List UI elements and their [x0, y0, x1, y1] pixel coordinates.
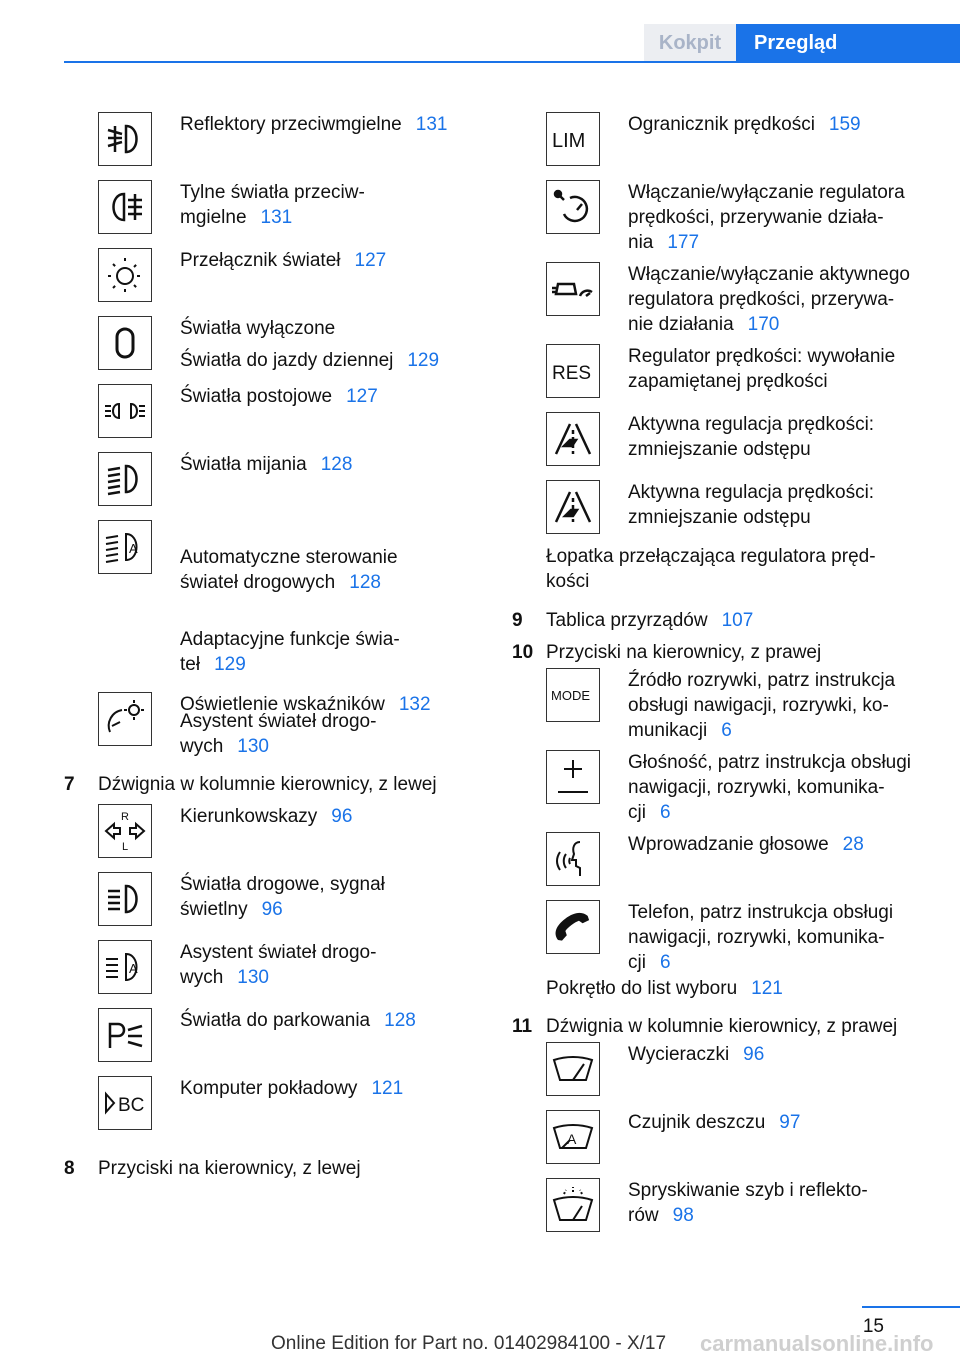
svg-text:R: R [121, 811, 129, 823]
header-rule [64, 61, 960, 63]
high-beam-icon [98, 872, 152, 926]
knob-text: Pokrętło do list wyboru 121 [546, 978, 783, 999]
turn-signal-icon [98, 804, 152, 858]
list-item: Światła wyłączone Światła do jazdy dziennej 129 [98, 310, 454, 378]
svg-text:MODE: MODE [551, 688, 590, 703]
list-item: Włączanie/wyłączanie regulatora prędkości, przerywanie działa- nia 177 [546, 174, 932, 256]
page-ref-link[interactable]: 128 [384, 1010, 416, 1031]
zero-icon [98, 316, 152, 370]
list-item: Światła do parkowania 128 [98, 1002, 454, 1070]
right-column [512, 106, 932, 1240]
list-item: Światła mijania 128 [98, 446, 454, 514]
list-item: Aktywna regulacja prędkości: zmniejszanie odstępu [546, 474, 932, 542]
fog-light-icon [98, 112, 152, 166]
list-item: R L Kierunkowskazy 96 [98, 798, 454, 866]
page-ref-link[interactable]: 6 [721, 720, 732, 741]
low-beam-icon [98, 452, 152, 506]
list-item: Spryskiwanie szyb i reflekto- rów 98 [546, 1172, 932, 1240]
washer-icon [546, 1178, 600, 1232]
section-8-heading: 8 Przyciski na kierownicy, z lewej [64, 1158, 361, 1179]
tab-kokpit[interactable]: Kokpit [644, 24, 736, 62]
list-item: A Automatyczne sterowanie świateł drogowych 128 Adaptacyjne funkcje świa- teł 129 Asystent świateł drogo- wych 130 [98, 514, 454, 686]
list-item: Wprowadzanie głosowe 28 [546, 826, 932, 894]
page-ref-link[interactable]: 129 [214, 654, 246, 675]
acc-icon [546, 262, 600, 316]
parking-lights-icon [98, 384, 152, 438]
page-number: 15 [862, 1316, 884, 1337]
section-10-heading: 10 Przyciski na kierownicy, z prawej [512, 642, 822, 663]
watermark: carmanualsonline.info [700, 1331, 934, 1356]
page-ref-link[interactable]: 121 [371, 1078, 404, 1099]
svg-text:BC: BC [118, 1095, 145, 1116]
res-icon [546, 344, 600, 398]
left-column [64, 106, 454, 1181]
list-item: LIM Ogranicznik prędkości 159 [546, 106, 932, 174]
list-item: A Asystent świateł drogo- wych 130 [98, 934, 454, 1002]
lim-icon [546, 112, 600, 166]
page-ref-link[interactable]: 131 [260, 207, 293, 228]
section-11-heading: 11 Dźwignia w kolumnie kierownicy, z prawej [512, 1016, 898, 1037]
list-item: Głośność, patrz instrukcja obsługi nawigacji, rozrywki, komunika- cji 6 [546, 744, 932, 826]
page-ref-link[interactable]: 159 [828, 114, 861, 135]
volume-icon [546, 750, 600, 804]
phone-icon [546, 900, 600, 954]
svg-text:A: A [567, 1131, 577, 1147]
page-ref-link[interactable]: 127 [354, 250, 387, 271]
page-ref-link[interactable]: 96 [331, 806, 353, 827]
page-ref-link[interactable]: 130 [237, 736, 269, 757]
section-9-heading: 9 Tablica przyrządów 107 [512, 608, 932, 640]
distance-decrease-2-icon [546, 480, 600, 534]
svg-text:A: A [129, 541, 138, 556]
page-ref-link[interactable]: 130 [237, 967, 269, 988]
page-ref-link[interactable]: 129 [407, 350, 440, 371]
page-ref-link[interactable]: 170 [747, 314, 780, 335]
list-item: Włączanie/wyłączanie aktywnego regulatora prędkości, przerywa- nie działania 170 [546, 256, 932, 338]
auto-high-beam-icon [98, 520, 152, 574]
page-ref-link[interactable]: 107 [721, 610, 754, 631]
bc-icon [98, 1076, 152, 1130]
page-ref-link[interactable]: 98 [672, 1205, 694, 1226]
voice-icon [546, 832, 600, 886]
instrument-lighting-icon [98, 692, 152, 746]
list-item: MODE Źródło rozrywki, patrz instrukcja obsługi nawigacji, rozrywki, ko- munikacji 6 [546, 662, 932, 744]
section-7-heading: 7 Dźwignia w kolumnie kierownicy, z lewej [64, 774, 437, 795]
svg-text:RES: RES [552, 363, 592, 384]
page-ref-link[interactable]: 121 [751, 978, 783, 999]
tab-przeglad[interactable]: Przegląd [736, 24, 960, 62]
page-ref-link[interactable]: 6 [659, 802, 671, 823]
page-ref-link[interactable]: 127 [346, 386, 378, 407]
mode-icon [546, 668, 600, 722]
page-ref-link[interactable]: 128 [349, 572, 381, 593]
rear-fog-icon [98, 180, 152, 234]
footer-rule [862, 1306, 960, 1308]
paddle-text: Łopatka przełączająca regulatora pręd- kości [546, 546, 876, 592]
page-ref-link[interactable]: 96 [743, 1044, 765, 1065]
list-item: Przełącznik świateł 127 [98, 242, 454, 310]
list-item: RES Regulator prędkości: wywołanie zapamiętanej prędkości [546, 338, 932, 406]
page-ref-link[interactable]: 28 [842, 834, 864, 855]
cruise-icon [546, 180, 600, 234]
list-item: A Czujnik deszczu 97 [546, 1104, 932, 1172]
list-item: Tylne światła przeciw- mgielne 131 [98, 174, 454, 242]
list-item: BC Komputer pokładowy 121 [98, 1070, 454, 1150]
list-item: Światła postojowe 127 [98, 378, 454, 446]
high-beam-assist-icon [98, 940, 152, 994]
list-item: Oświetlenie wskaźników 132 [98, 686, 454, 766]
list-item: Telefon, patrz instrukcja obsługi nawigacji, rozrywki, komunika- cji 6 [546, 894, 932, 976]
light-switch-icon [98, 248, 152, 302]
page-ref-link[interactable]: 96 [261, 899, 283, 920]
rain-sensor-icon [546, 1110, 600, 1164]
list-item: Wycieraczki 96 [546, 1036, 932, 1104]
page-ref-link[interactable]: 177 [667, 232, 700, 253]
distance-decrease-icon [546, 412, 600, 466]
page-ref-link[interactable]: 132 [398, 694, 431, 715]
svg-text:L: L [122, 841, 129, 853]
edition-text: Online Edition for Part no. 01402984100 - X/17 [271, 1333, 667, 1354]
header-tabs [644, 24, 960, 62]
list-item: Reflektory przeciwmgielne 131 [98, 106, 454, 174]
page-ref-link[interactable]: 6 [659, 952, 671, 973]
page-ref-link[interactable]: 131 [415, 114, 448, 135]
parking-light-icon [98, 1008, 152, 1062]
page-ref-link[interactable]: 128 [320, 454, 353, 475]
svg-text:A: A [129, 961, 138, 976]
wiper-icon [546, 1042, 600, 1096]
list-item: Światła drogowe, sygnał świetlny 96 [98, 866, 454, 934]
list-item: Aktywna regulacja prędkości: zmniejszanie odstępu [546, 406, 932, 474]
page-ref-link[interactable]: 97 [779, 1112, 801, 1133]
svg-text:LIM: LIM [552, 130, 586, 152]
